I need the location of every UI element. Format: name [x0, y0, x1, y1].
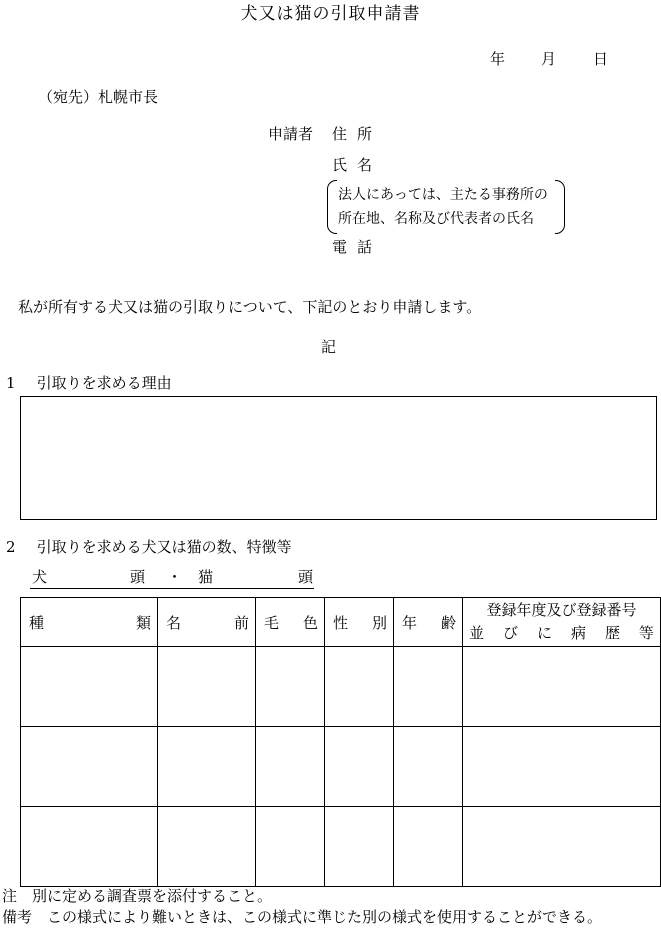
section1-number: 1: [6, 374, 16, 392]
count-separator: ・: [167, 568, 183, 586]
applicant-label: 申請者: [268, 125, 314, 143]
table-cell[interactable]: [256, 727, 325, 807]
table-cell[interactable]: [158, 647, 256, 727]
table-cell[interactable]: [158, 727, 256, 807]
header-coat-color: 毛 色: [256, 598, 325, 647]
right-bracket: [555, 180, 565, 234]
features-table: [20, 597, 661, 887]
table-cell[interactable]: [325, 647, 394, 727]
date-day-label: 日: [593, 50, 609, 68]
header-registration-line1: 登録年度及び登録番号: [486, 600, 637, 619]
table-cell[interactable]: [394, 727, 463, 807]
table-header-row: [21, 598, 661, 647]
table-row: [21, 807, 661, 887]
table-cell[interactable]: [325, 807, 394, 887]
intro-text: 私が所有する犬又は猫の引取りについて、下記のとおり申請します。: [18, 298, 482, 316]
section1-heading: [6, 376, 172, 391]
section2-number: 2: [6, 538, 16, 556]
header-registration: [463, 598, 661, 647]
left-bracket: [327, 180, 337, 234]
section2-heading: [6, 540, 292, 555]
section1-title: 引取りを求める理由: [36, 374, 172, 392]
table-cell[interactable]: [256, 807, 325, 887]
remarks-text: 備考 この様式により難いときは、この様式に準じた別の様式を使用することができる。: [2, 908, 603, 926]
table-cell[interactable]: [21, 727, 158, 807]
table-row: [21, 647, 661, 727]
table-cell[interactable]: [463, 727, 661, 807]
reason-box[interactable]: [20, 396, 657, 520]
count-cat-label: 猫: [198, 568, 214, 586]
document-title: 犬又は猫の引取申請書: [240, 4, 421, 24]
table-row: [21, 727, 661, 807]
count-cat-unit: 頭: [298, 568, 314, 586]
header-name: 名 前: [158, 598, 256, 647]
count-dog-unit: 頭: [130, 568, 146, 586]
count-underline: [30, 588, 314, 589]
header-type: 種 類: [21, 598, 158, 647]
address-label: 住所: [332, 125, 383, 143]
ki-heading: 記: [321, 338, 337, 356]
table-cell[interactable]: [463, 647, 661, 727]
addressee: （宛先）札幌市長: [38, 88, 159, 106]
section2-title: 引取りを求める犬又は猫の数、特徴等: [36, 538, 292, 556]
count-dog-label: 犬: [32, 568, 48, 586]
note-text: 注 別に定める調査票を添付すること。: [2, 887, 273, 905]
header-age: 年 齢: [394, 598, 463, 647]
table-cell[interactable]: [158, 807, 256, 887]
table-cell[interactable]: [325, 727, 394, 807]
table-cell[interactable]: [21, 647, 158, 727]
corporate-note-line1: 法人にあっては、主たる事務所の: [338, 187, 548, 203]
phone-label: 電話: [332, 238, 383, 256]
header-sex: 性 別: [325, 598, 394, 647]
corporate-note-line2: 所在地、名称及び代表者の氏名: [338, 211, 534, 227]
table-cell[interactable]: [394, 807, 463, 887]
date-month-label: 月: [541, 50, 557, 68]
table-cell[interactable]: [21, 807, 158, 887]
table-cell[interactable]: [256, 647, 325, 727]
date-year-label: 年: [490, 50, 506, 68]
name-label: 氏名: [332, 156, 383, 174]
table-cell[interactable]: [463, 807, 661, 887]
header-registration-line2: 並 び に 病 歴 等: [469, 624, 654, 642]
table-cell[interactable]: [394, 647, 463, 727]
